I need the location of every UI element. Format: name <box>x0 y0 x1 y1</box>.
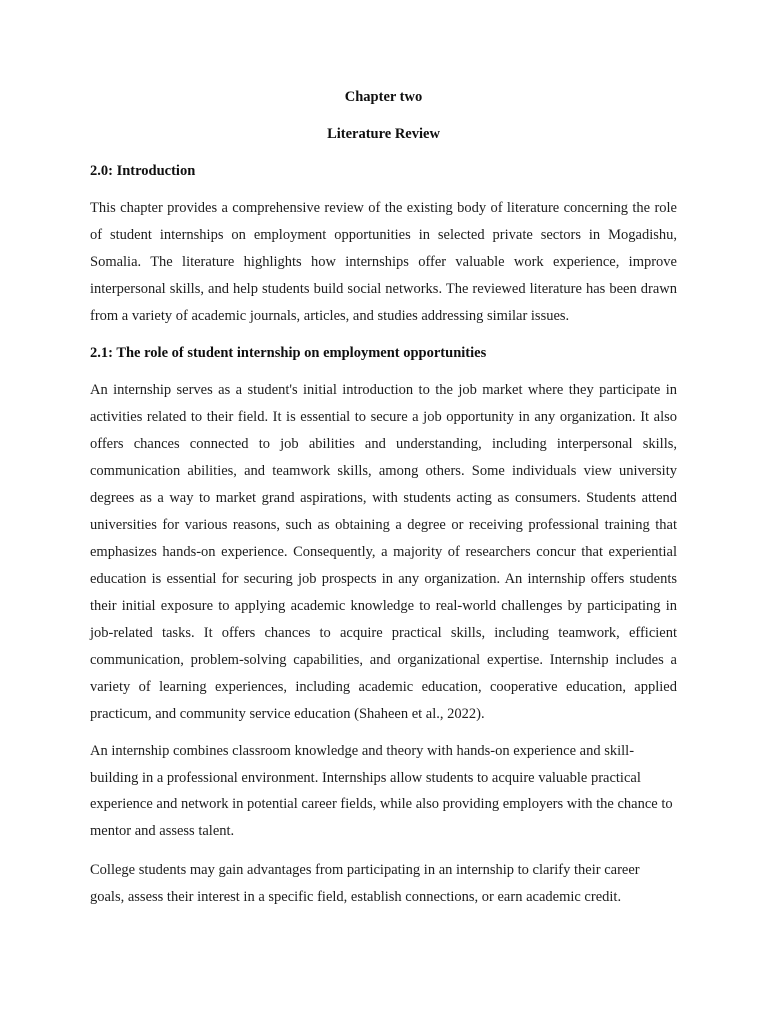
paragraph-internship-role: An internship serves as a student's initial introduction to the job market where they participate in activities related to their field. It is essential to secure a job opportunity in any organization. It also offers chances connected to job abilities and understanding, including interpersonal skills, communication abilities, and teamwork skills, among others. Some individuals view university degrees as a way to market grand aspirations, with students acting as consumers. Students attend universities for various reasons, such as obtaining a degree or receiving professional training that emphasizes hands-on experience. Consequently, a majority of researchers concur that experiential education is essential for securing job prospects in any organization. An internship offers students their initial exposure to applying academic knowledge to real-world challenges by participating in job-related tasks. It offers chances to acquire practical skills, including teamwork, efficient communication, problem-solving capabilities, and organizational expertise. Internship includes a variety of learning experiences, including academic education, cooperative education, applied practicum, and community service education (Shaheen et al., 2022). <box>90 382 677 722</box>
chapter-heading: Chapter two <box>344 89 423 105</box>
document-content <box>90 84 677 920</box>
paragraph-college-students: College students may gain advantages from participating in an internship to clarify their career goals, assess their interest in a specific field, establish connections, or earn academic credit. <box>90 862 640 905</box>
paragraph-internship-combines: An internship combines classroom knowledge and theory with hands-on experience and skill-building in a professional environment. Internships allow students to acquire valuable practical experience and network in potential career fields, while also providing employers with the chance to mentor and assess talent. <box>90 743 673 839</box>
chapter-title: Literature Review <box>327 126 440 142</box>
section-heading-internship-role: 2.1: The role of student internship on employment opportunities <box>90 345 487 361</box>
paragraph-introduction: This chapter provides a comprehensive review of the existing body of literature concerning the role of student internships on employment opportunities in selected private sectors in Mogadishu, Somalia. The literature highlights how internships offer valuable work experience, improve interpersonal skills, and help students build social networks. The reviewed literature has been drawn from a variety of academic journals, articles, and studies addressing similar issues. <box>90 200 677 324</box>
section-heading-introduction: 2.0: Introduction <box>90 163 196 179</box>
